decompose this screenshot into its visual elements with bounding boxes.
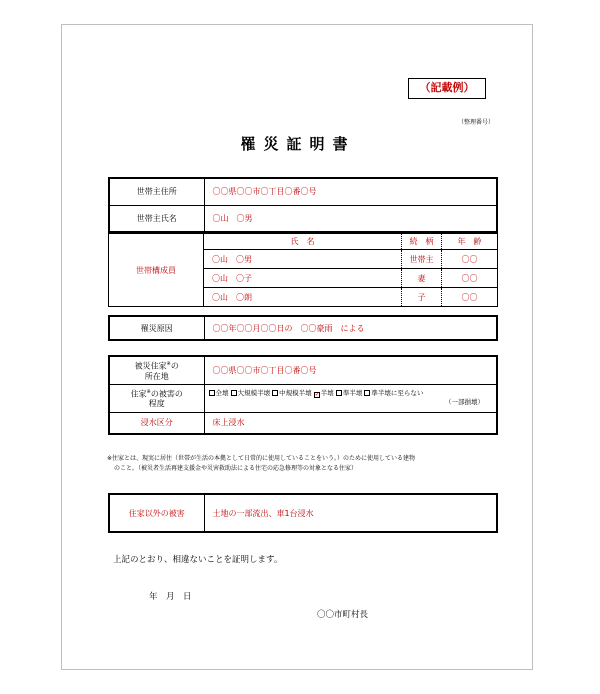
member-name: 〇山 〇男 xyxy=(204,250,402,269)
checkbox[interactable] xyxy=(231,390,237,396)
location-label-suffix: の xyxy=(170,361,179,371)
other-damage-table xyxy=(108,493,498,533)
cause-label: 罹災原因 xyxy=(109,316,204,340)
damage-label xyxy=(109,384,204,412)
certificate-page xyxy=(61,24,533,670)
damage-option-junhankai[interactable]: 準半壊 xyxy=(336,389,363,397)
damage-option-daikibo[interactable]: 大規模半壊 xyxy=(231,389,271,397)
damage-mark: ※ xyxy=(146,388,151,395)
flood-value: 床上浸水 xyxy=(212,418,245,428)
member-name: 〇山 〇子 xyxy=(204,269,402,288)
location-value: 〇〇県〇〇市〇丁目〇番〇号 xyxy=(204,356,497,384)
checkbox[interactable] xyxy=(364,390,370,396)
date-line: 年 月 日 xyxy=(149,592,192,602)
damage-label-line1: 住家 xyxy=(130,389,147,399)
footnote xyxy=(107,454,415,474)
household-address-label: 世帯主住所 xyxy=(109,178,204,205)
damage-label-suffix: の被害の xyxy=(150,389,183,399)
checkbox-checked[interactable] xyxy=(314,392,320,398)
damage-option-minor[interactable]: 準半壊に至らない xyxy=(364,389,423,397)
members-table xyxy=(108,233,498,307)
mayor-signature: 〇〇市町村長 xyxy=(317,610,369,620)
cause-value: 〇〇年〇〇月〇〇日の 〇〇豪雨 による xyxy=(212,323,365,333)
damage-label-line2: 程度 xyxy=(148,399,165,409)
household-name-value: 〇山 〇男 xyxy=(212,213,253,223)
example-stamp: （記載例） xyxy=(408,78,486,99)
reference-number-label: （整理番号） xyxy=(458,119,495,126)
member-relation: 世帯主 xyxy=(402,250,442,269)
location-label xyxy=(109,356,204,384)
damage-option-hankai[interactable]: ✓半壊 xyxy=(314,389,334,398)
other-damage-label: 住家以外の被害 xyxy=(109,494,204,532)
cause-table xyxy=(108,315,498,341)
footnote-line2: のこと。（被災者生活再建支援金や災害救助法による住宅の応急修理等の対象となる住家） xyxy=(114,465,358,472)
check-icon: ✓ xyxy=(314,391,320,398)
footnote-line1: ※住家とは、現実に居住（世帯が生活の本拠として日常的に使用していることをいう。）のために使用している建物 xyxy=(107,455,416,462)
page-title: 罹災証明書 xyxy=(240,135,356,153)
location-mark: ※ xyxy=(166,360,171,367)
damage-option-zenkai[interactable]: 全壊 xyxy=(209,389,229,397)
member-age: 〇〇 xyxy=(442,250,498,269)
certification-statement: 上記のとおり、相違ないことを証明します。 xyxy=(113,555,283,565)
checkbox[interactable] xyxy=(272,390,278,396)
checkbox[interactable] xyxy=(209,390,215,396)
member-age: 〇〇 xyxy=(461,292,478,302)
household-table xyxy=(108,177,498,233)
members-col-relation: 続 柄 xyxy=(402,234,442,250)
member-relation: 子 xyxy=(402,288,442,307)
property-table xyxy=(108,355,498,435)
member-age: 〇〇 xyxy=(442,269,498,288)
member-name: 〇山 〇朗 xyxy=(204,288,402,307)
flood-label: 浸水区分 xyxy=(109,412,204,434)
household-name-label: 世帯主氏名 xyxy=(109,205,204,232)
damage-option-chukibo[interactable]: 中規模半壊 xyxy=(272,389,312,397)
location-label-line2: 所在地 xyxy=(144,371,169,381)
members-label: 世帯構成員 xyxy=(109,234,204,307)
damage-option-sub: （一部損壊） xyxy=(445,398,484,406)
other-damage-value: 土地の一部流出、車1台浸水 xyxy=(212,508,314,518)
members-col-name: 氏 名 xyxy=(204,234,402,250)
member-relation: 妻 xyxy=(402,269,442,288)
damage-options xyxy=(204,384,497,412)
household-address-value: 〇〇県〇〇市〇丁目〇番〇号 xyxy=(204,178,497,205)
members-col-age: 年 齢 xyxy=(442,234,498,250)
checkbox[interactable] xyxy=(336,390,342,396)
location-label-line1: 被災住家 xyxy=(134,361,167,371)
damage-options-line xyxy=(209,389,497,398)
